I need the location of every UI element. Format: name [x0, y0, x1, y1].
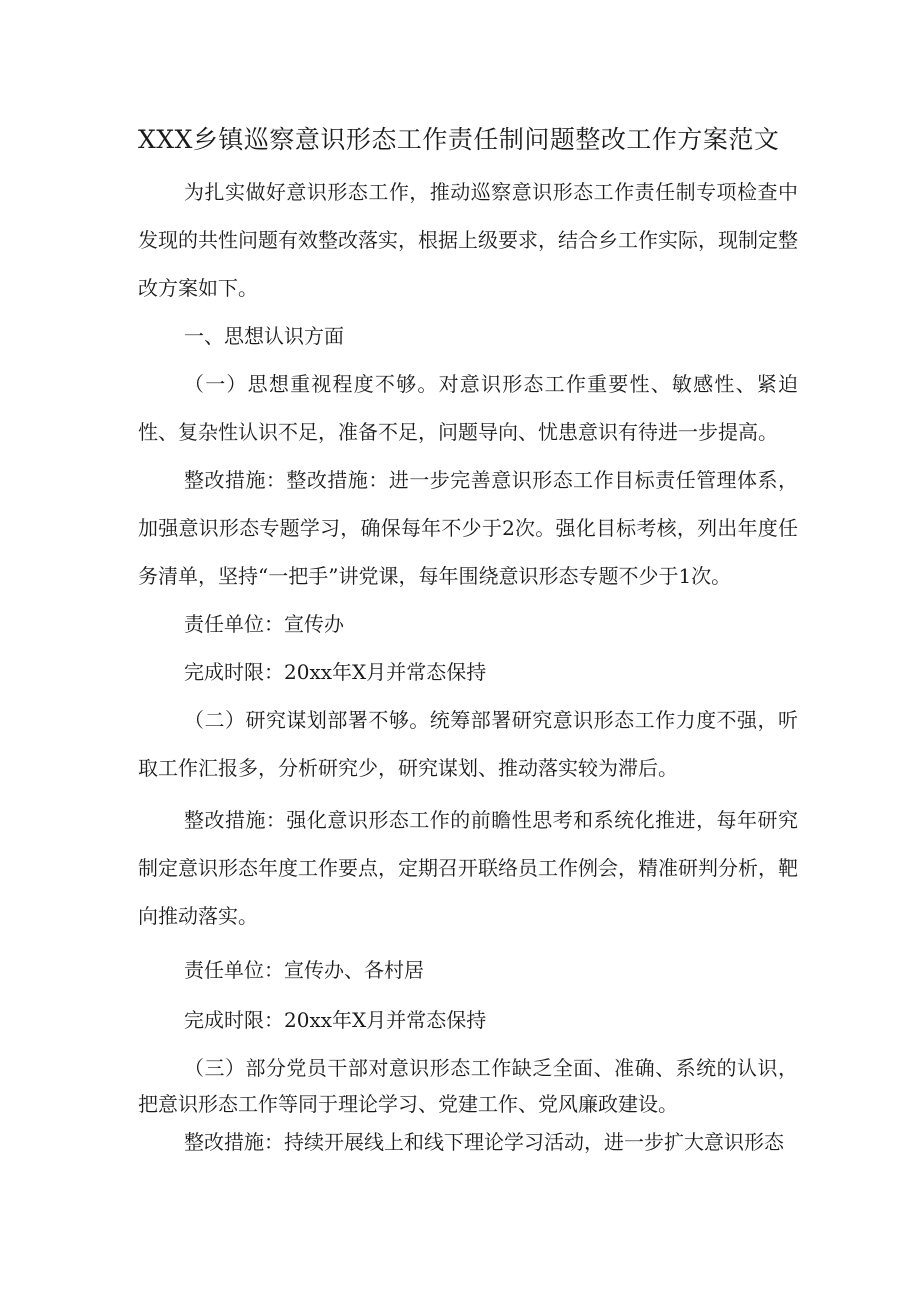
item1-measures: 整改措施：整改措施：进一步完善意识形态工作目标责任管理体系，加强意识形态专题学习，确保每年不少于2次。强化目标考核，列出年度任务清单，坚持“一把手”讲党课，每年围绕意识形态专题不少于1次。 [138, 468, 798, 588]
item1-problem: （一）思想重视程度不够。对意识形态工作重要性、敏感性、紧迫性、复杂性认识不足，准备不足，问题导向、忧患意识有待进一步提高。 [138, 372, 798, 444]
item3-problem: （三）部分党员干部对意识形态工作缺乏全面、准确、系统的认识，把意识形态工作等同于理论学习、党建工作、党风廉政建设。 [138, 1056, 798, 1116]
item3-measures: 整改措施：持续开展线上和线下理论学习活动，进一步扩大意识形态 [184, 1130, 784, 1154]
item1-deadline: 完成时限：20xx年X月并常态保持 [184, 660, 487, 684]
item2-measures: 整改措施：强化意识形态工作的前瞻性思考和系统化推进，每年研究制定意识形态年度工作要点，定期召开联络员工作例会，精准研判分析，靶向推动落实。 [138, 808, 798, 928]
document-title: XXX乡镇巡察意识形态工作责任制问题整改工作方案范文 [138, 125, 780, 154]
intro-paragraph: 为扎实做好意识形态工作，推动巡察意识形态工作责任制专项检查中发现的共性问题有效整改落实，根据上级要求，结合乡工作实际，现制定整改方案如下。 [138, 180, 798, 300]
item2-deadline: 完成时限：20xx年X月并常态保持 [184, 1008, 487, 1032]
item1-responsible-unit: 责任单位：宣传办 [184, 612, 344, 636]
section-heading-thinking: 一、思想认识方面 [184, 324, 344, 348]
item2-responsible-unit: 责任单位：宣传办、各村居 [184, 958, 424, 982]
item2-problem: （二）研究谋划部署不够。统筹部署研究意识形态工作力度不强，听取工作汇报多，分析研究少，研究谋划、推动落实较为滞后。 [138, 708, 798, 780]
